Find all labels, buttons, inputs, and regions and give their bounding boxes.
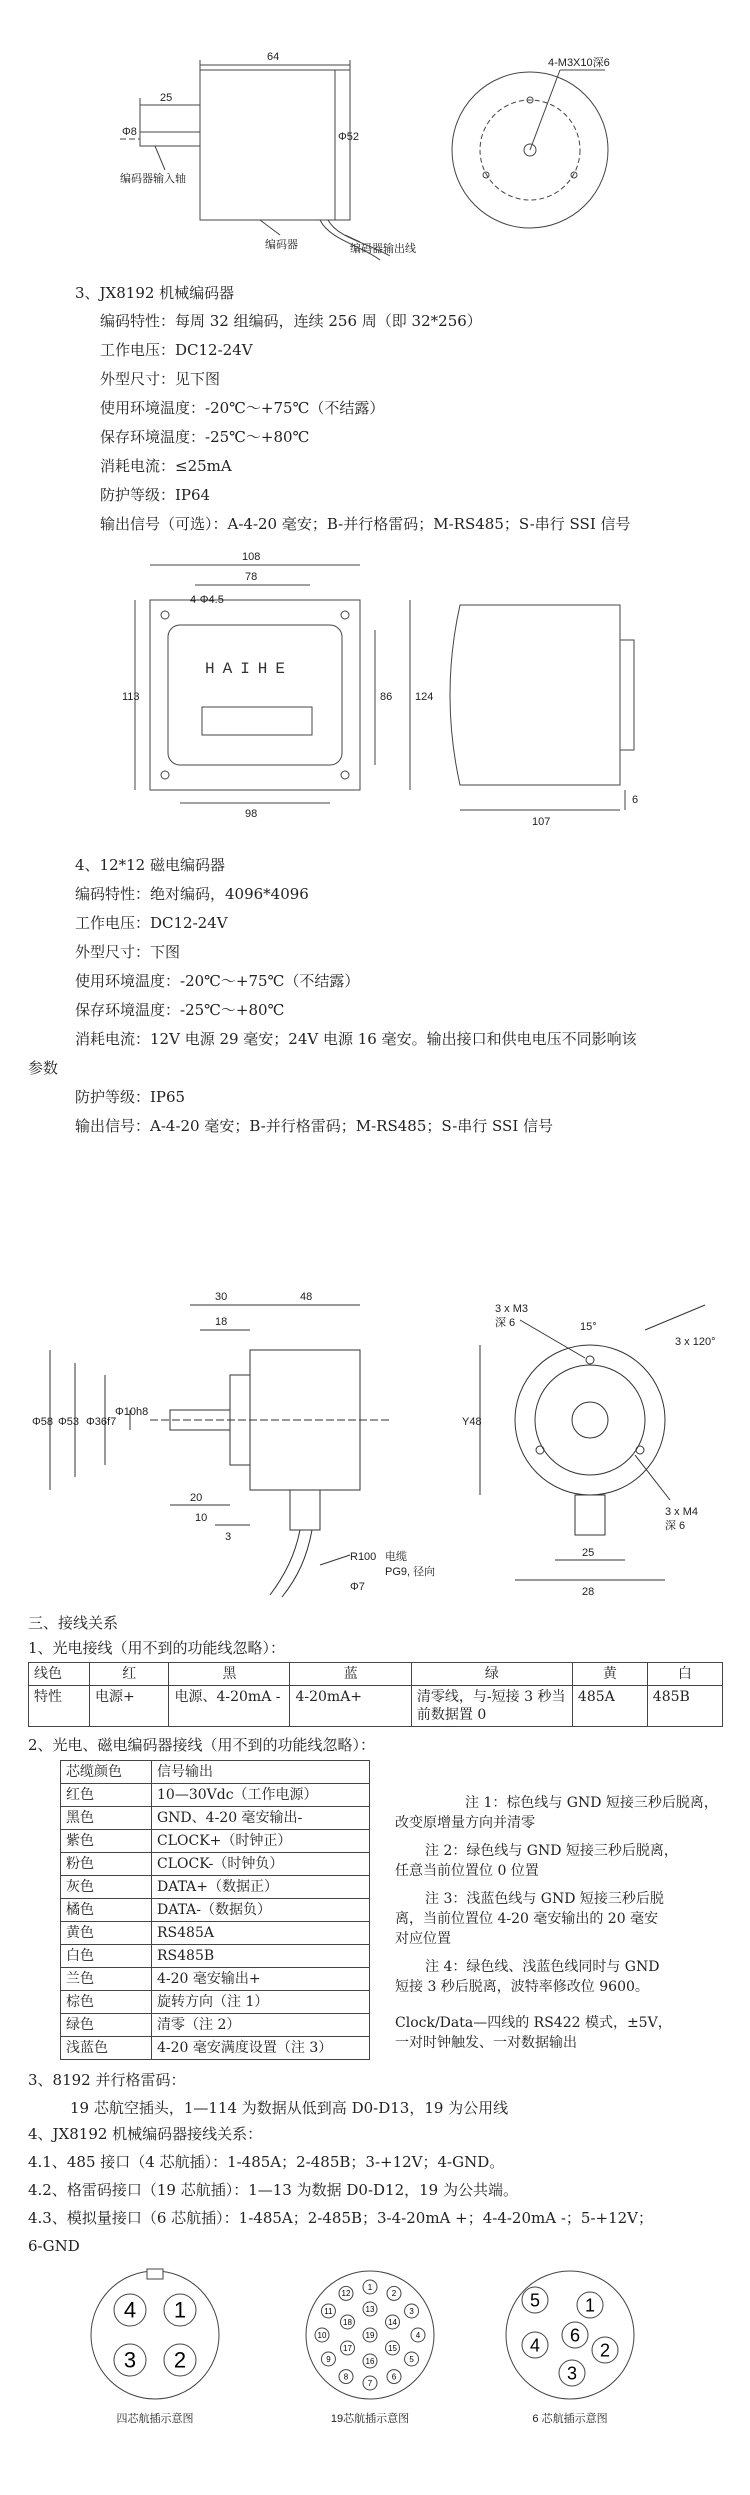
table-cell: 紫色 <box>61 1830 152 1853</box>
label-output-cable: 编码器输出线 <box>350 243 416 255</box>
dim-phi53: Φ53 <box>58 1416 80 1428</box>
section3-line: 保存环境温度：-25℃～+80℃ <box>100 428 310 446</box>
pin-label: 3 <box>123 2347 137 2373</box>
pin-label: 4 <box>415 2330 421 2340</box>
table-row <box>61 1945 370 1968</box>
table-cell: 4-20mA+ <box>290 1686 411 1727</box>
wiring-item: 4.3、模拟量接口（6 芯航插）：1-485A；2-485B；3-4-20mA +；4-4-20mA -；5-+12V； <box>28 2209 654 2227</box>
encoder-drawing-3 <box>20 1275 440 1605</box>
section4-current-cont: 参数 <box>28 1059 59 1077</box>
section3-line: 编码特性：每周 32 组编码，连续 256 周（即 32*256） <box>100 312 482 330</box>
dim-86: 86 <box>380 691 393 703</box>
dim-3xm4: 3 x M4 <box>665 1506 699 1518</box>
wiring-title: 三、接线关系 <box>28 1614 119 1632</box>
dim-depth6-a: 深 6 <box>495 1317 516 1329</box>
table-cell: 电源+ <box>90 1686 169 1727</box>
table-row <box>29 1686 723 1727</box>
wiring-item: 4.2、格雷码接口（19 芯航插）：1—13 为数据 D0-D12，19 为公共端。 <box>28 2181 518 2199</box>
table-cell: 线色 <box>29 1663 90 1686</box>
table-cell: 485B <box>647 1686 722 1727</box>
dim-m3-holes: 4-M3X10深6 <box>548 57 610 69</box>
note-line: 短接 3 秒后脱离，波特率修改位 9600。 <box>395 1979 649 1995</box>
wiring-sub3: 3、8192 并行格雷码： <box>28 2071 186 2089</box>
connector-6pin <box>500 2265 640 2405</box>
pin-label: 1 <box>367 2282 373 2292</box>
dim-r100: R100 <box>350 1551 377 1563</box>
section4-output: 输出信号：A-4-20 毫安；B-并行格雷码；M-RS485；S-串行 SSI 信号 <box>75 1117 554 1135</box>
pin-label: 17 <box>343 2343 352 2353</box>
table-encoder-wiring <box>60 1760 370 2060</box>
table-row <box>61 1899 370 1922</box>
table-cell: 清零（注 2） <box>152 2014 370 2037</box>
dim-3xm3: 3 x M3 <box>495 1303 529 1315</box>
table-cell: 旋转方向（注 1） <box>152 1991 370 2014</box>
table-cell: 白 <box>647 1663 722 1686</box>
table-cell: 蓝 <box>290 1663 411 1686</box>
pin-label: 7 <box>367 2378 373 2388</box>
dim-phi8: Φ8 <box>122 126 137 138</box>
label-pg9: PG9, 径向 <box>385 1566 436 1578</box>
pin-label: 15 <box>388 2343 397 2353</box>
table-row <box>61 2014 370 2037</box>
table-cell: GND、4-20 毫安输出- <box>152 1807 370 1830</box>
section3-line: 工作电压：DC12-24V <box>100 341 253 359</box>
pin-label: 8 <box>343 2372 349 2382</box>
table-cell: 4-20 毫安输出+ <box>152 1968 370 1991</box>
connector-19pin-caption: 19芯航插示意图 <box>330 2413 410 2425</box>
table-cell: 橘色 <box>61 1899 152 1922</box>
table-cell: 灰色 <box>61 1876 152 1899</box>
note-line: 注 4：绿色线、浅蓝色线同时与 GND <box>425 1959 660 1975</box>
table-row <box>61 1784 370 1807</box>
pin-label: 10 <box>317 2330 327 2340</box>
table-header-row <box>61 1761 370 1784</box>
pin-label: 5 <box>529 2290 541 2311</box>
dim-30: 30 <box>215 1291 228 1303</box>
table-cell: 清零线，与-短接 3 秒当前数据置 0 <box>411 1686 572 1727</box>
table-cell: RS485B <box>152 1945 370 1968</box>
pin-label: 2 <box>391 2289 397 2299</box>
table-cell: CLOCK+（时钟正） <box>152 1830 370 1853</box>
label-encoder: 编码器 <box>265 239 298 251</box>
pin-label: 19 <box>365 2330 375 2340</box>
note-line: 任意当前位置位 0 位置 <box>395 1863 539 1879</box>
dim-28: 28 <box>582 1586 595 1598</box>
dim-phi36: Φ36f7 <box>86 1416 117 1428</box>
table-cell: 棕色 <box>61 1991 152 2014</box>
note-line: 注 2：绿色线与 GND 短接三秒后脱离， <box>425 1843 678 1859</box>
table-cell: 红色 <box>61 1784 152 1807</box>
table-cell: 电源、4-20mA - <box>169 1686 290 1727</box>
table-row <box>61 1991 370 2014</box>
pin-label: 16 <box>365 2356 375 2366</box>
table-cell: 黄 <box>572 1663 647 1686</box>
table-row <box>61 1876 370 1899</box>
wiring-sub3-detail: 19 芯航空插头，1—114 为数据从低到高 D0-D13，19 为公用线 <box>70 2099 509 2117</box>
pin-label: 4 <box>123 2297 137 2323</box>
dim-25: 25 <box>160 92 173 104</box>
wiring-sub1: 1、光电接线（用不到的功能线忽略）： <box>28 1639 286 1657</box>
table-cell: 绿色 <box>61 2014 152 2037</box>
table-cell: 10—30Vdc（工作电源） <box>152 1784 370 1807</box>
brand-label: HAIHE <box>205 660 294 678</box>
table-cell: 黄色 <box>61 1922 152 1945</box>
pin-label: 6 <box>391 2372 397 2382</box>
dim-124: 124 <box>415 691 434 703</box>
note-line: 对应位置 <box>395 1931 451 1947</box>
dim-48: 48 <box>300 1291 313 1303</box>
pin-label: 1 <box>173 2297 187 2323</box>
section4-line: 编码特性：绝对编码，4096*4096 <box>75 885 309 903</box>
table-cell: 黑色 <box>61 1807 152 1830</box>
section4-line: 外型尺寸：下图 <box>75 943 181 961</box>
table-cell: DATA-（数据负） <box>152 1899 370 1922</box>
table-row <box>61 2037 370 2060</box>
dim-depth6-b: 深 6 <box>665 1520 686 1532</box>
pin-label: 9 <box>326 2354 331 2364</box>
encoder-drawing-2 <box>120 545 660 830</box>
table-cell: 4-20 毫安满度设置（注 3） <box>152 2037 370 2060</box>
section4-line: 使用环境温度：-20℃～+75℃（不结露） <box>75 972 360 990</box>
dim-107: 107 <box>532 816 551 828</box>
dim-6: 6 <box>632 794 639 806</box>
pin-label: 18 <box>343 2317 352 2327</box>
dim-108: 108 <box>242 551 261 563</box>
dim-phi7: Φ7 <box>350 1581 365 1593</box>
section4-line: 工作电压：DC12-24V <box>75 914 228 932</box>
pin-label: 6 <box>569 2325 581 2346</box>
note-line: 注 3：浅蓝色线与 GND 短接三秒后脱 <box>425 1891 664 1907</box>
dim-3x120: 3 x 120° <box>675 1336 716 1348</box>
section3-line: 外型尺寸：见下图 <box>100 370 221 388</box>
table-cell: 485A <box>572 1686 647 1727</box>
pin-label: 12 <box>341 2289 351 2299</box>
section4-current: 消耗电流：12V 电源 29 毫安；24V 电源 16 毫安。输出接口和供电电压不同影响该 <box>75 1030 637 1048</box>
section3-line: 输出信号（可选）：A-4-20 毫安；B-并行格雷码；M-RS485；S-串行 SSI 信号 <box>100 515 631 533</box>
table-cell: CLOCK-（时钟负） <box>152 1853 370 1876</box>
wiring-notes <box>395 1793 740 2053</box>
dim-25: 25 <box>582 1547 595 1559</box>
table-row <box>61 1968 370 1991</box>
table-cell: RS485A <box>152 1922 370 1945</box>
pin-label: 11 <box>324 2306 333 2316</box>
dim-10: 10 <box>195 1512 208 1524</box>
dim-113: 113 <box>122 691 140 703</box>
section3-line: 防护等级：IP64 <box>100 486 211 504</box>
pin-label: 3 <box>566 2363 578 2384</box>
label-cable: 电缆 <box>385 1551 407 1563</box>
table-cell: 红 <box>90 1663 169 1686</box>
note-line: 离，当前位置位 4-20 毫安输出的 20 毫安 <box>395 1911 659 1927</box>
dim-y48: Y48 <box>462 1416 482 1428</box>
wiring-item: 4.1、485 接口（4 芯航插）：1-485A；2-485B；3-+12V；4-GND。 <box>28 2153 505 2171</box>
table-header-row <box>29 1663 723 1686</box>
note-line: Clock/Data—四线的 RS422 模式，±5V， <box>395 2015 672 2031</box>
connector-4pin-caption: 四芯航插示意图 <box>116 2413 194 2425</box>
table-cell: 芯缆颜色 <box>61 1761 152 1784</box>
table-cell: 绿 <box>411 1663 572 1686</box>
pin-label: 4 <box>529 2335 541 2356</box>
table-cell: DATA+（数据正） <box>152 1876 370 1899</box>
table-cell: 信号输出 <box>152 1761 370 1784</box>
table-row <box>61 1807 370 1830</box>
dim-phi52: Φ52 <box>338 131 360 143</box>
connector-6pin-caption: 6 芯航插示意图 <box>532 2413 608 2425</box>
pin-label: 2 <box>599 2340 611 2361</box>
pin-label: 2 <box>173 2347 187 2373</box>
wiring-sub4: 4、JX8192 机械编码器接线关系： <box>28 2125 263 2143</box>
section4-title: 4、12*12 磁电编码器 <box>75 856 225 874</box>
pin-label: 14 <box>388 2317 397 2327</box>
pin-label: 3 <box>409 2306 414 2316</box>
table-cell: 白色 <box>61 1945 152 1968</box>
table-cell: 浅蓝色 <box>61 2037 152 2060</box>
dim-78: 78 <box>245 571 258 583</box>
pin-label: 13 <box>365 2304 375 2314</box>
table-optical-wiring <box>28 1662 723 1727</box>
note-line: 改变原增量方向并清零 <box>395 1815 535 1831</box>
table-row <box>61 1853 370 1876</box>
section3-line: 消耗电流：≤25mA <box>100 457 232 475</box>
table-row <box>61 1922 370 1945</box>
pin-label: 5 <box>409 2354 414 2364</box>
table-cell: 黑 <box>169 1663 290 1686</box>
table-cell: 粉色 <box>61 1853 152 1876</box>
dim-20: 20 <box>190 1492 203 1504</box>
note-line: 注 1：棕色线与 GND 短接三秒后脱离， <box>465 1795 718 1811</box>
section3-line: 使用环境温度：-20℃～+75℃（不结露） <box>100 399 385 417</box>
wiring-sub2: 2、光电、磁电编码器接线（用不到的功能线忽略）： <box>28 1736 376 1754</box>
dim-18: 18 <box>215 1316 228 1328</box>
connector-4pin <box>85 2265 225 2405</box>
section4-line: 保存环境温度：-25℃～+80℃ <box>75 1001 285 1019</box>
dim-98: 98 <box>245 808 258 820</box>
section4-protection: 防护等级：IP65 <box>75 1088 186 1106</box>
connector-19pin <box>300 2265 440 2405</box>
dim-phi10: Φ10h8 <box>115 1406 149 1418</box>
pin-label: 1 <box>584 2295 596 2316</box>
dim-15deg: 15° <box>580 1321 597 1333</box>
table-cell: 特性 <box>29 1686 90 1727</box>
dim-hole: 4-Φ4.5 <box>190 594 224 606</box>
wiring-item-tail: 6-GND <box>28 2237 80 2255</box>
encoder-drawing-1 <box>60 30 620 275</box>
table-cell: 兰色 <box>61 1968 152 1991</box>
dim-phi58: Φ58 <box>32 1416 54 1428</box>
encoder-drawing-4 <box>460 1290 740 1600</box>
section3-title: 3、JX8192 机械编码器 <box>75 284 235 302</box>
label-input-shaft: 编码器输入轴 <box>120 173 186 185</box>
table-row <box>61 1830 370 1853</box>
note-line: 一对时钟触发、一对数据输出 <box>395 2035 577 2051</box>
dim-64: 64 <box>267 51 280 63</box>
dim-3: 3 <box>225 1531 232 1543</box>
